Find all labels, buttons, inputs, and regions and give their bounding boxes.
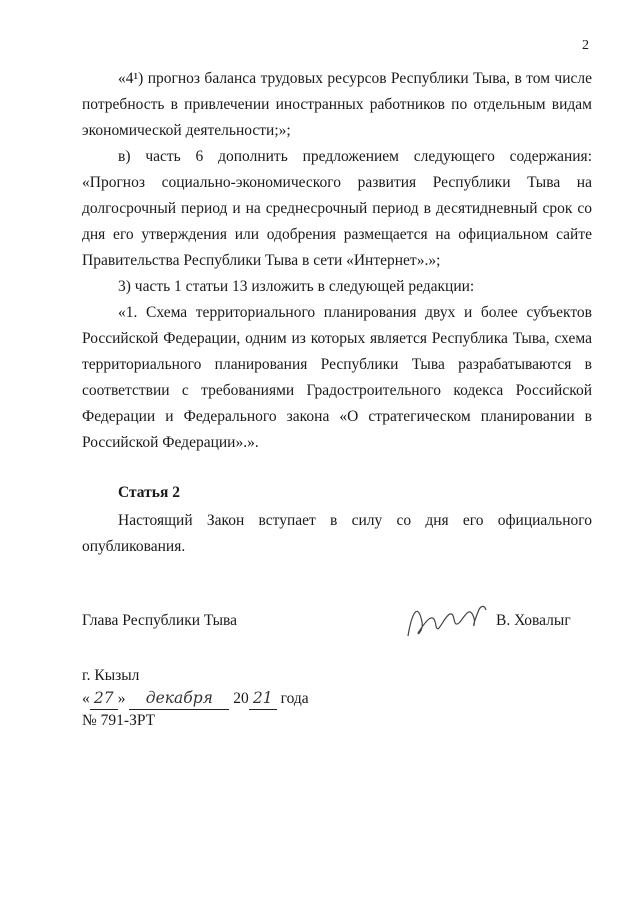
date-year-suffix: 21 [249,687,277,710]
date-year-word: года [280,690,309,707]
signatory-name: В. Ховалыг [496,612,571,629]
date-open-quote: « [82,690,90,707]
paragraph-4-1: «4¹) прогноз баланса трудовых ресурсов Республики Тыва, в том числе потребность в привлечении иностранных работников по отдельным видам экономической деятельности;»; [82,70,592,139]
date-line [82,687,309,710]
date-month: декабря [129,687,229,710]
article-heading: Статья 2 [118,484,180,501]
place-date-block [82,665,309,732]
date-year-prefix: 20 [233,690,249,707]
paragraph-scheme: «1. Схема территориального планирования двух и более субъектов Российской Федерации, одним из которых является Республика Тыва, схема территориального планирования Республики Тыва разрабатываются в соответствии с требованиями Градостроительного кодекса Российской Федерации и Федерального закона «О стратегическом планировании в Российской Федерации».». [82,304,592,451]
page-number: 2 [582,38,589,53]
place: г. Кызыл [82,667,140,684]
handwritten-signature [400,592,490,648]
paragraph-item-3: 3) часть 1 статьи 13 изложить в следующей редакции: [118,278,475,295]
date-close-quote: » [117,690,126,707]
signatory-position: Глава Республики Тыва [82,612,238,629]
law-number: № 791-ЗРТ [82,712,156,729]
date-day: 27 [90,687,118,710]
paragraph-part-6: в) часть 6 дополнить предложением следующего содержания: «Прогноз социально-экономического развития Республики Тыва на долгосрочный период и на среднесрочный период в десятидневный срок со дня его утверждения или одобрения размещается на официальном сайте Правительства Республики Тыва в сети «Интернет».»; [82,148,592,269]
article-text: Настоящий Закон вступает в силу со дня его официального опубликования. [82,512,592,555]
